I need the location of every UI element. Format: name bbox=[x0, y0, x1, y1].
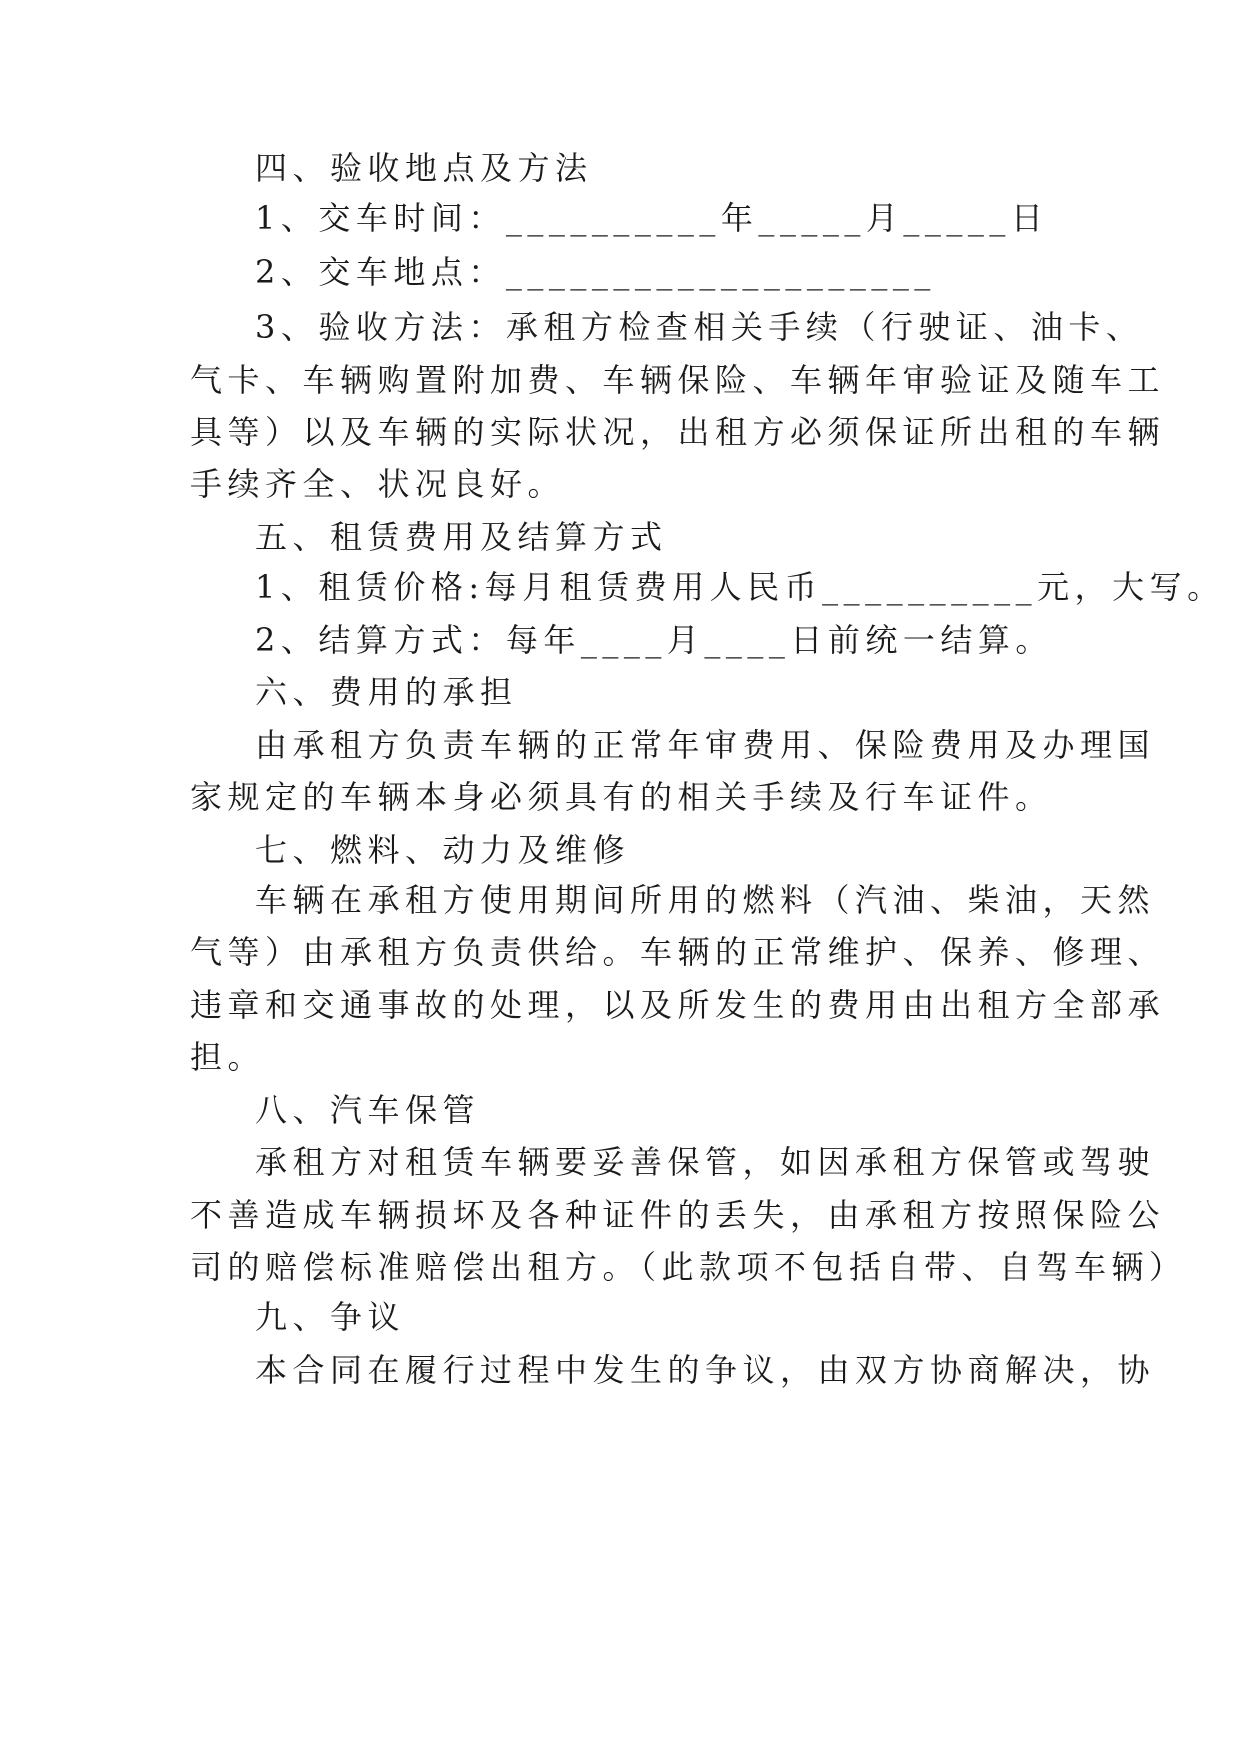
paragraph-line: 具等）以及车辆的实际状况，出租方必须保证所出租的车辆 bbox=[190, 413, 1166, 451]
paragraph-line: 气等）由承租方负责供给。车辆的正常维护、保养、修理、 bbox=[190, 933, 1166, 971]
paragraph-line: 违章和交通事故的处理，以及所发生的费用由出租方全部承 bbox=[190, 986, 1166, 1024]
section-heading-7: 七、燃料、动力及维修 bbox=[255, 831, 631, 869]
section-heading-6: 六、费用的承担 bbox=[255, 673, 518, 711]
paragraph-line: 手续齐全、状况良好。 bbox=[190, 465, 566, 503]
paragraph-line: 车辆在承租方使用期间所用的燃料（汽油、柴油，天然 bbox=[255, 881, 1156, 919]
paragraph-line: 本合同在履行过程中发生的争议，由双方协商解决，协 bbox=[255, 1351, 1156, 1389]
inspection-method-line: 3、验收方法：承租方检查相关手续（行驶证、油卡、 bbox=[255, 308, 1144, 346]
paragraph-line: 担。 bbox=[190, 1038, 266, 1076]
rental-price-line: 1、租赁价格:每月租赁费用人民币__________元，大写。 bbox=[255, 568, 1225, 606]
paragraph-line: 家规定的车辆本身必须具有的相关手续及行车证件。 bbox=[190, 778, 1053, 816]
delivery-time-line: 1、交车时间：__________年_____月_____日 bbox=[255, 199, 1049, 237]
section-heading-4: 四、验收地点及方法 bbox=[255, 149, 593, 187]
section-heading-9: 九、争议 bbox=[255, 1298, 406, 1336]
paragraph-line: 由承租方负责车辆的正常年审费用、保险费用及办理国 bbox=[255, 726, 1156, 764]
paragraph-line: 司的赔偿标准赔偿出租方。（此款项不包括自带、自驾车辆） bbox=[190, 1248, 1187, 1286]
section-heading-5: 五、租赁费用及结算方式 bbox=[255, 518, 668, 556]
paragraph-line: 不善造成车辆损坏及各种证件的丢失，由承租方按照保险公 bbox=[190, 1196, 1166, 1234]
paragraph-line: 承租方对租赁车辆要妥善保管，如因承租方保管或驾驶 bbox=[255, 1143, 1156, 1181]
delivery-location-line: 2、交车地点：____________________ bbox=[255, 253, 936, 291]
paragraph-line: 气卡、车辆购置附加费、车辆保险、车辆年审验证及随车工 bbox=[190, 361, 1166, 399]
section-heading-8: 八、汽车保管 bbox=[255, 1091, 481, 1129]
settlement-method-line: 2、结算方式：每年____月____日前统一结算。 bbox=[255, 621, 1053, 659]
